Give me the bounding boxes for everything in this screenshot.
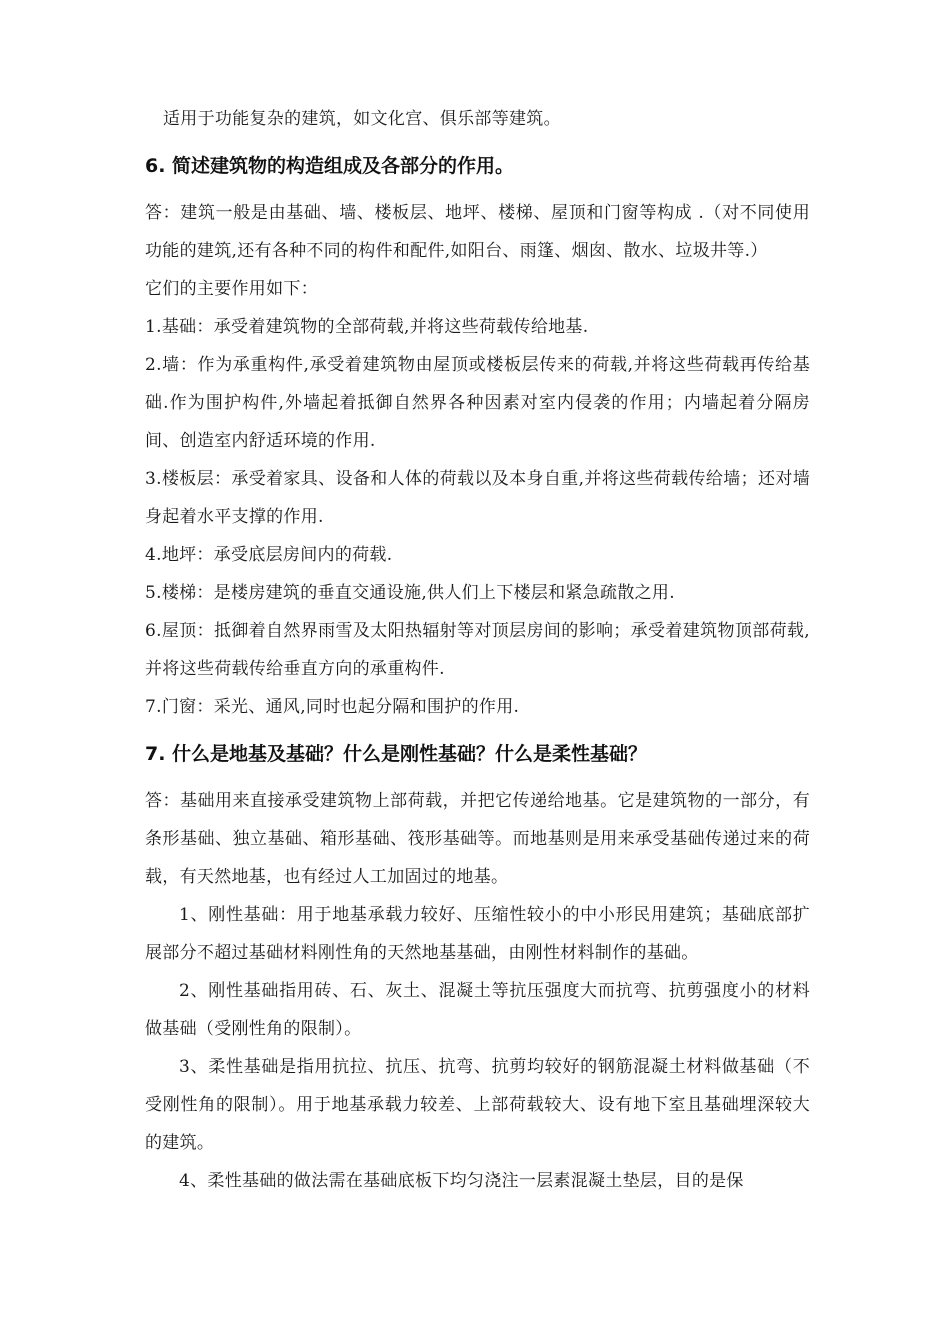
question-6-answer: 答：建筑一般是由基础、墙、楼板层、地坪、楼梯、屋顶和门窗等构成 .（对不同使用功能的建筑,还有各种不同的构件和配件,如阳台、雨篷、烟囱、散水、垃圾井等.） xyxy=(145,203,810,261)
question-6-item-4: 4.地坪：承受底层房间内的荷载. xyxy=(145,545,393,565)
question-7-item-2: 2、刚性基础指用砖、石、灰土、混凝土等抗压强度大而抗弯、抗剪强度小的材料做基础（受刚性角的限制）。 xyxy=(145,981,810,1039)
question-7-item-3: 3、柔性基础是指用抗拉、抗压、抗弯、抗剪均较好的钢筋混凝土材料做基础（不受刚性角的限制）。用于地基承载力较差、上部荷载较大、设有地下室且基础埋深较大的建筑。 xyxy=(145,1057,810,1153)
continuation-line: 适用于功能复杂的建筑，如文化宫、俱乐部等建筑。 xyxy=(163,109,561,129)
question-6-heading: 6. 简述建筑物的构造组成及各部分的作用。 xyxy=(145,155,515,177)
question-6-item-6: 6.屋顶：抵御着自然界雨雪及太阳热辐射等对顶层房间的影响；承受着建筑物顶部荷载,并将这些荷载传给垂直方向的承重构件. xyxy=(145,621,810,679)
question-7-heading: 7. 什么是地基及基础？什么是刚性基础？什么是柔性基础？ xyxy=(145,743,648,765)
question-7-item-1: 1、刚性基础：用于地基承载力较好、压缩性较小的中小形民用建筑；基础底部扩展部分不超过基础材料刚性角的天然地基基础，由刚性材料制作的基础。 xyxy=(145,905,810,963)
question-6-item-7: 7.门窗：采光、通风,同时也起分隔和围护的作用. xyxy=(145,697,520,717)
question-7-item-4: 4、柔性基础的做法需在基础底板下均匀浇注一层素混凝土垫层，目的是保 xyxy=(179,1171,744,1191)
question-6-item-2: 2.墙：作为承重构件,承受着建筑物由屋顶或楼板层传来的荷载,并将这些荷载再传给基础.作为围护构件,外墙起着抵御自然界各种因素对室内侵袭的作用；内墙起着分隔房间、创造室内舒适环境的作用. xyxy=(145,355,810,451)
question-6-item-3: 3.楼板层：承受着家具、设备和人体的荷载以及本身自重,并将这些荷载传给墙；还对墙身起着水平支撑的作用. xyxy=(145,469,810,527)
question-6-item-5: 5.楼梯：是楼房建筑的垂直交通设施,供人们上下楼层和紧急疏散之用. xyxy=(145,583,675,603)
question-6-item-1: 1.基础：承受着建筑物的全部荷载,并将这些荷载传给地基. xyxy=(145,317,589,337)
page-content xyxy=(145,100,810,1200)
question-7-answer: 答：基础用来直接承受建筑物上部荷载，并把它传递给地基。它是建筑物的一部分，有条形基础、独立基础、箱形基础、筏形基础等。而地基则是用来承受基础传递过来的荷载，有天然地基，也有经过人工加固过的地基。 xyxy=(145,791,810,887)
question-6-intro: 它们的主要作用如下： xyxy=(145,279,318,299)
